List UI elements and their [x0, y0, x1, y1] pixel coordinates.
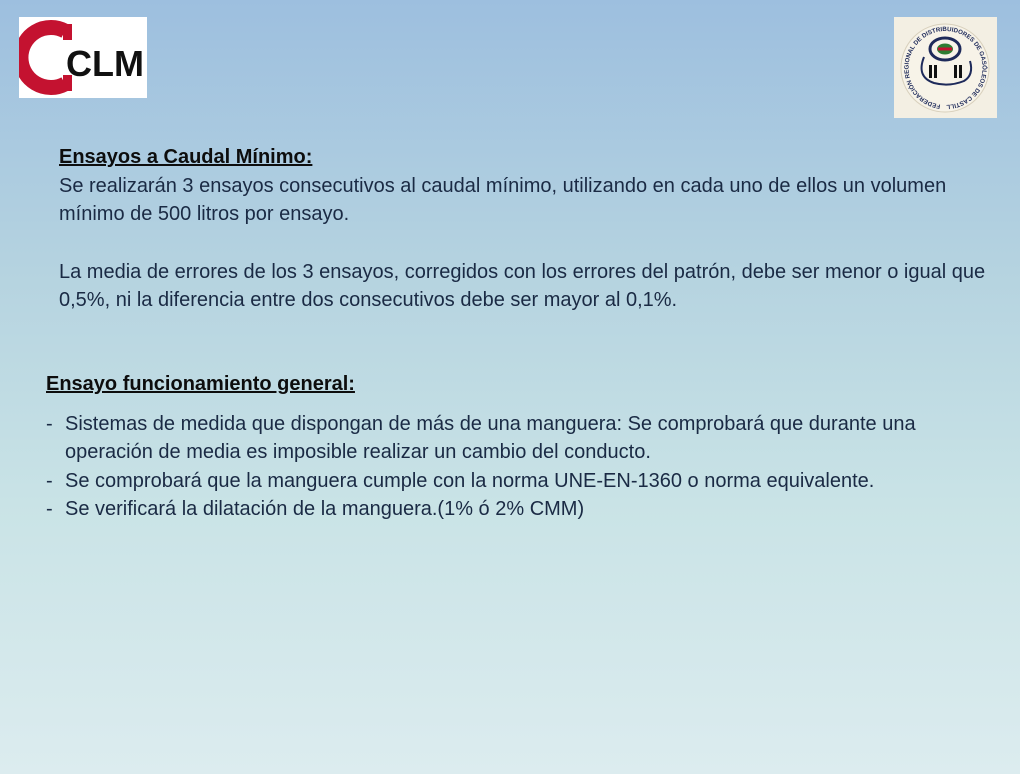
- section-heading: Ensayos a Caudal Mínimo:: [59, 146, 313, 168]
- list-item-text: Se verificará la dilatación de la manguera.(1% ó 2% CMM): [65, 498, 585, 520]
- list-item: [46, 410, 996, 467]
- list-item: [46, 467, 996, 496]
- bullet-list: [46, 410, 996, 524]
- paragraph: Se realizarán 3 ensayos consecutivos al caudal mínimo, utilizando en cada uno de ellos un volumen mínimo de 500 litros por ensayo.: [59, 174, 947, 225]
- federation-seal-logo: [894, 17, 997, 118]
- dash-bullet: -: [46, 498, 53, 520]
- spacer: [59, 229, 1009, 258]
- list-item-text: Sistemas de medida que dispongan de más de una manguera: Se comprobará que durante una operación de media es imposible realizar un cambio del conducto.: [65, 412, 916, 463]
- federation-seal-graphic: [894, 17, 997, 118]
- list-item-text: Se comprobará que la manguera cumple con la norma UNE-EN-1360 o norma equivalente.: [65, 469, 875, 492]
- section-funcionamiento-general: [46, 370, 996, 524]
- clm-logo: [19, 17, 147, 98]
- clm-logo-graphic: [19, 17, 147, 98]
- clm-logo-text: CLM: [66, 43, 144, 84]
- section-caudal-minimo: [59, 143, 1009, 315]
- list-item: [46, 495, 996, 524]
- paragraph: La media de errores de los 3 ensayos, corregidos con los errores del patrón, debe ser menor o igual que 0,5%, ni la diferencia entre dos consecutivos debe ser mayor al 0,1%.: [59, 260, 986, 311]
- section-heading: Ensayo funcionamiento general:: [46, 373, 355, 395]
- seal-ring-text: FEDERACIÓN REGIONAL DE DISTRIBUIDORES DE GASÓLEOS DE CASTILL: [903, 25, 988, 111]
- dash-bullet: -: [46, 469, 53, 492]
- dash-bullet: -: [46, 412, 53, 435]
